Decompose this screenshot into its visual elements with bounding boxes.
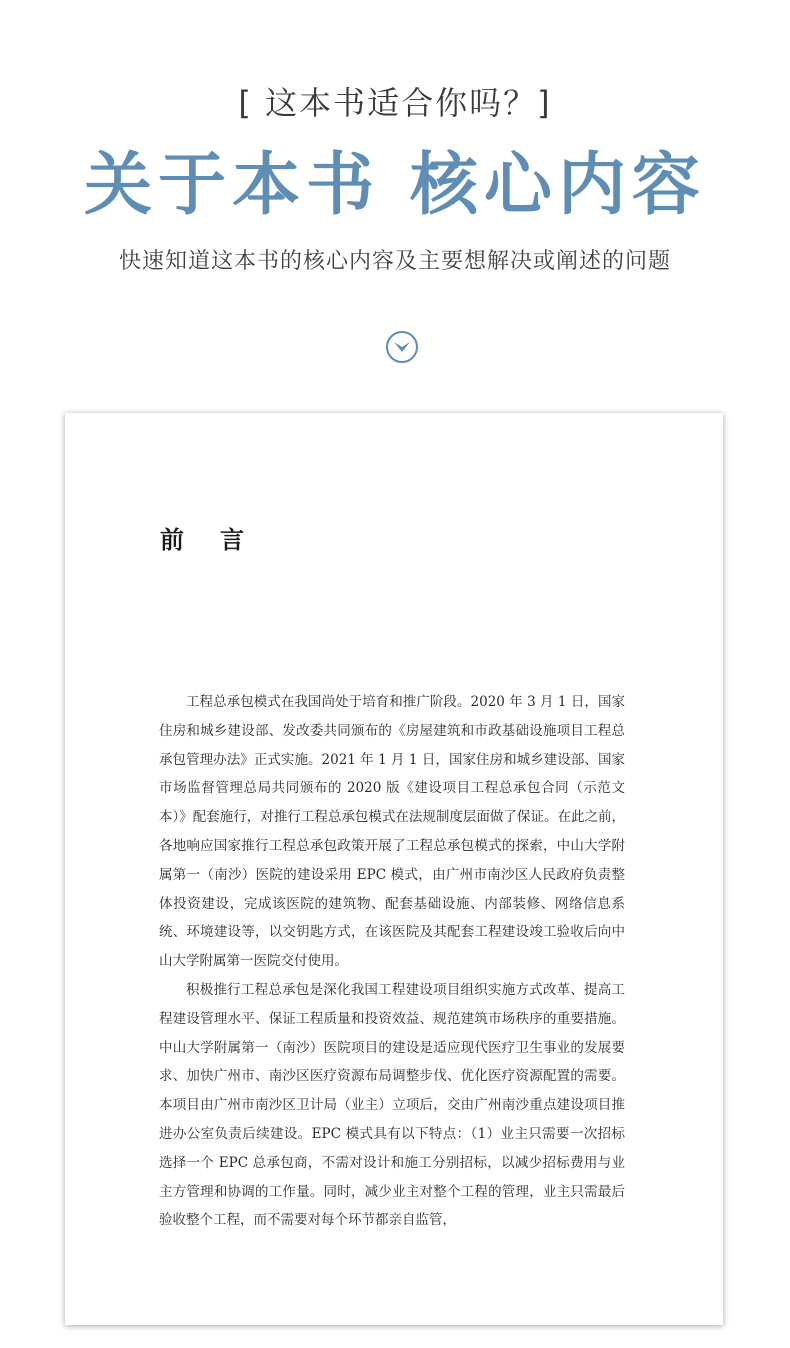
- chevron-down-circle-icon: [385, 330, 419, 364]
- page-heading: 前言: [160, 525, 280, 554]
- page-body: [159, 688, 625, 1235]
- section-kicker: [ 这本书适合你吗？]: [238, 84, 552, 122]
- paragraph: 积极推行工程总承包是深化我国工程建设项目组织实施方式改革、提高工程建设管理水平、保证工程质量和投资效益、规范建筑市场秩序的重要措施。中山大学附属第一（南沙）医院项目的建设是适应现代医疗卫生事业的发展要求、加快广州市、南沙区医疗资源布局调整步伐、优化医疗资源配置的需要。本项目由广州市南沙区卫计局（业主）立项后，交由广州南沙重点建设项目推进办公室负责后续建设。EPC 模式具有以下特点：（1）业主只需要一次招标选择一个 EPC 总承包商，不需对设计和施工分别招标，以减少招标费用与业主方管理和协调的工作量。同时，减少业主对整个工程的管理，业主只需最后验收整个工程，而不需要对每个环节都亲自监管，: [159, 981, 625, 1229]
- paragraph: 工程总承包模式在我国尚处于培育和推广阶段。2020 年 3 月 1 日，国家住房和城乡建设部、发改委共同颁布的《房屋建筑和市政基础设施项目工程总承包管理办法》正式实施。2021 年 1 月 1 日，国家住房和城乡建设部、国家市场监督管理总局共同颁布的 2020 版《建设项目工程总承包合同（示范文本）》配套施行，对推行工程总承包模式在法规制度层面做了保证。在此之前，各地响应国家推行工程总承包政策开展了工程总承包模式的探索，中山大学附属第一（南沙）医院的建设采用 EPC 模式，由广州市南沙区人民政府负责整体投资建设，完成该医院的建筑物、配套基础设施、内部装修、网络信息系统、环境建设等，以交钥匙方式，在该医院及其配套工程建设竣工验收后向中山大学附属第一医院交付使用。: [159, 694, 625, 970]
- section-subtitle: 快速知道这本书的核心内容及主要想解决或阐述的问题: [118, 249, 671, 274]
- book-page-preview: [65, 413, 723, 1325]
- section-headline: 关于本书 核心内容: [84, 145, 706, 225]
